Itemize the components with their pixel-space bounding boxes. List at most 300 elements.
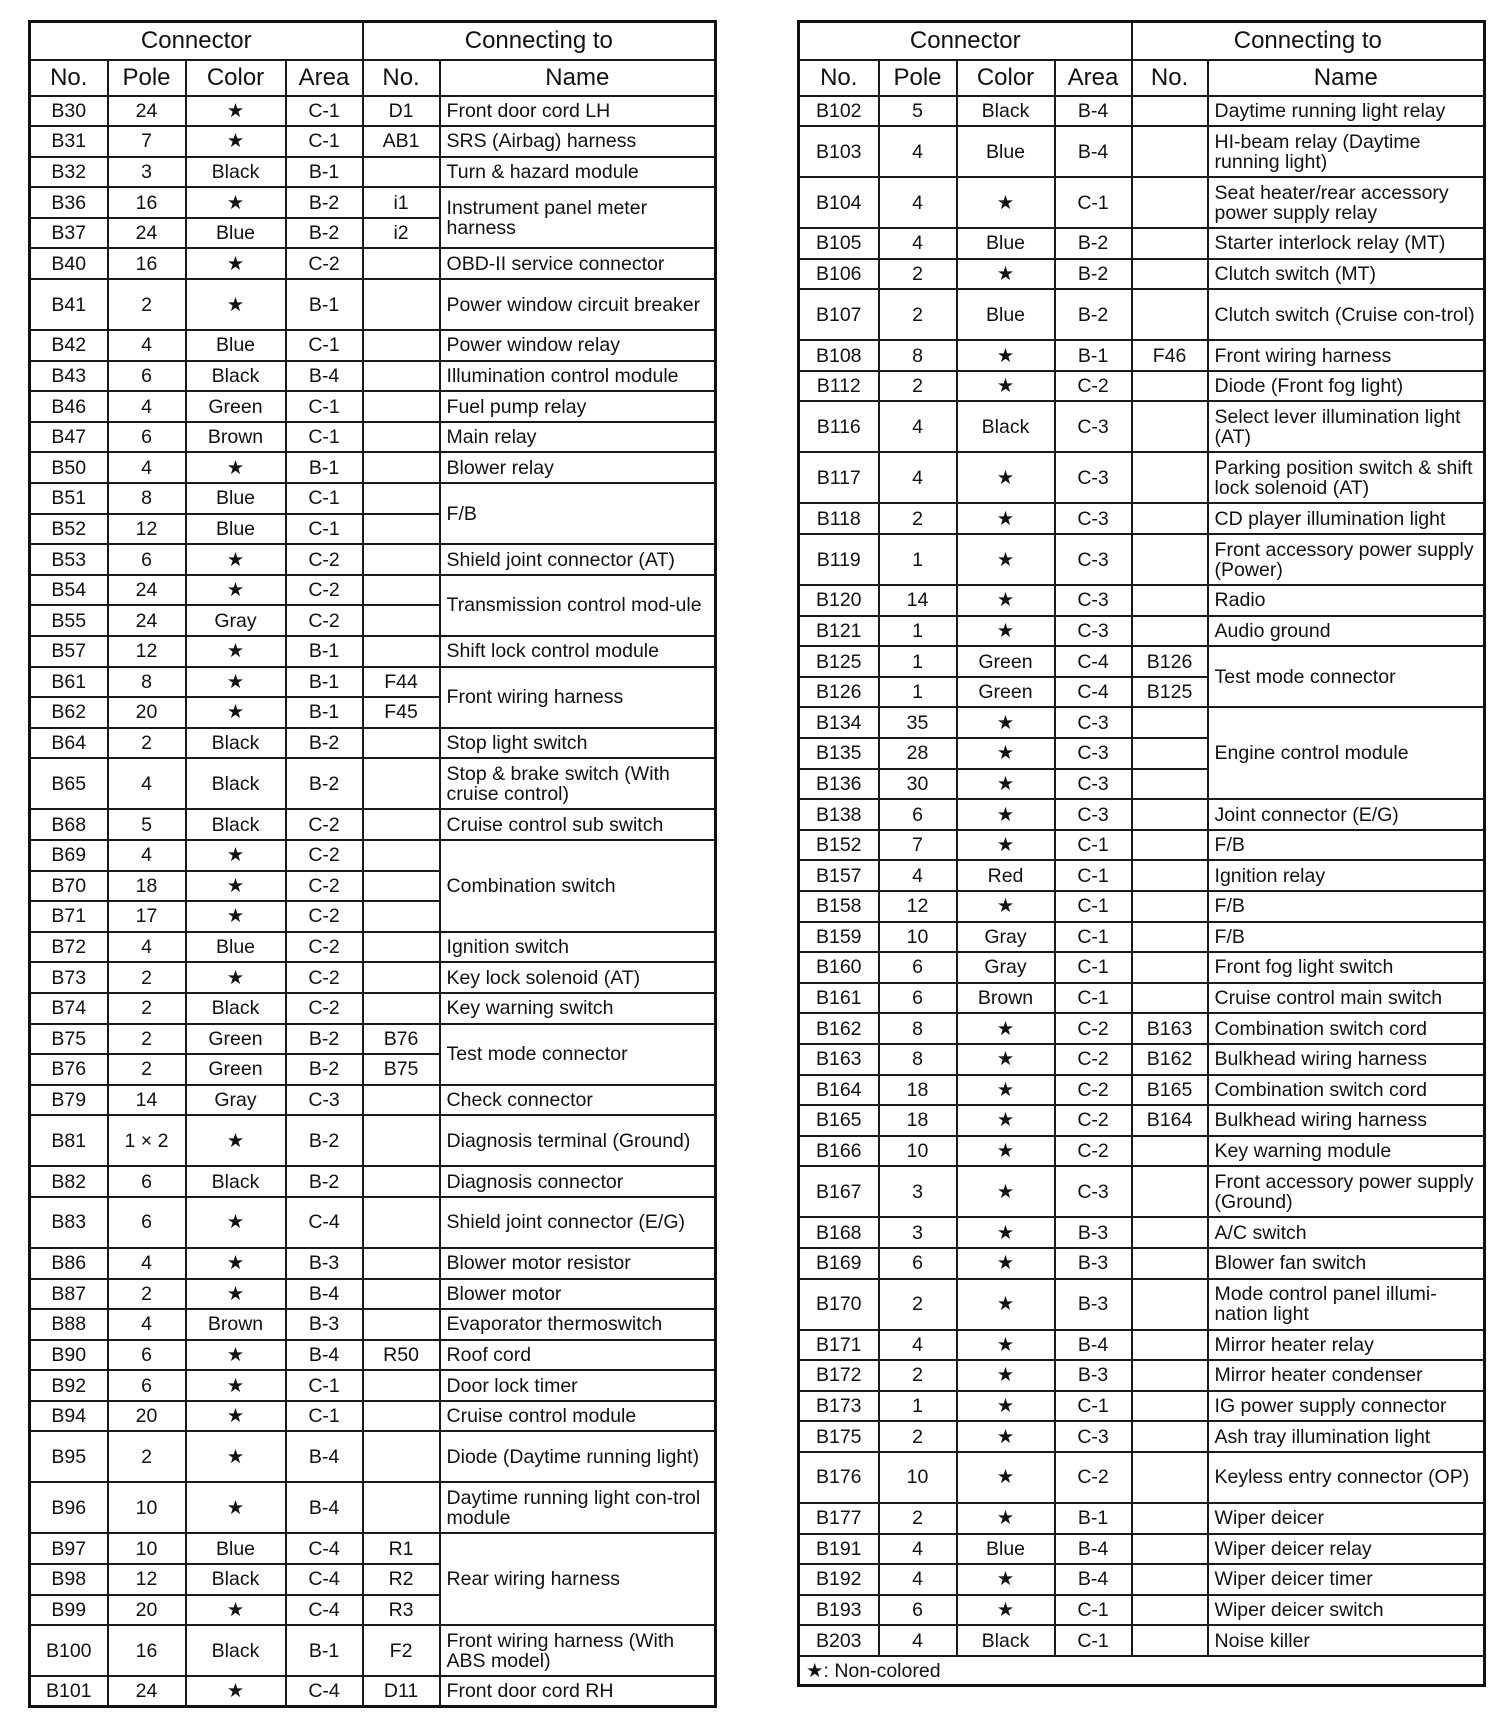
connecting-name-cell: Diagnosis terminal (Ground) <box>440 1115 716 1166</box>
color-cell: Blue <box>957 1534 1055 1565</box>
area-cell: B-3 <box>1055 1360 1132 1391</box>
color-cell: ★ <box>957 1452 1055 1503</box>
pole-cell: 4 <box>879 1534 957 1565</box>
connector-no-cell: B87 <box>30 1279 108 1310</box>
connecting-no-cell <box>1132 616 1208 647</box>
color-cell: ★ <box>186 1595 286 1626</box>
color-cell: ★ <box>186 697 286 728</box>
area-cell: C-1 <box>1055 1625 1132 1656</box>
color-cell: Blue <box>186 218 286 249</box>
pole-cell: 3 <box>879 1166 957 1217</box>
color-cell: ★ <box>957 1360 1055 1391</box>
connecting-no-cell <box>363 1085 440 1116</box>
connector-no-cell: B51 <box>30 483 108 514</box>
pole-cell: 4 <box>879 126 957 177</box>
color-cell: ★ <box>186 279 286 330</box>
pole-cell: 17 <box>108 901 186 932</box>
connecting-no-cell <box>363 1279 440 1310</box>
table-row <box>30 1115 716 1166</box>
color-cell: ★ <box>186 187 286 218</box>
connecting-no-cell <box>363 962 440 993</box>
connector-no-cell: B159 <box>799 922 879 953</box>
table-row <box>30 993 716 1024</box>
connector-no-cell: B94 <box>30 1401 108 1432</box>
pole-cell: 1 <box>879 1391 957 1422</box>
area-cell: C-2 <box>1055 1044 1132 1075</box>
connecting-name-cell: Clutch switch (Cruise con-trol) <box>1208 289 1485 340</box>
pole-cell: 24 <box>108 605 186 636</box>
pole-cell: 6 <box>879 1595 957 1626</box>
connecting-no-cell <box>1132 1248 1208 1279</box>
pole-cell: 7 <box>108 126 186 157</box>
table-row <box>30 1166 716 1197</box>
connecting-no-cell <box>363 279 440 330</box>
connecting-name-cell: Blower fan switch <box>1208 1248 1485 1279</box>
color-cell: Blue <box>186 514 286 545</box>
pole-cell: 1 × 2 <box>108 1115 186 1166</box>
table-row <box>30 187 716 218</box>
table-row <box>30 840 716 871</box>
connector-no-cell: B120 <box>799 585 879 616</box>
table-row <box>799 177 1485 228</box>
connector-no-cell: B36 <box>30 187 108 218</box>
table-row <box>30 728 716 759</box>
connecting-name-cell: Diode (Front fog light) <box>1208 371 1485 402</box>
table-row <box>30 932 716 963</box>
connecting-no-cell <box>1132 371 1208 402</box>
connecting-no-cell: i1 <box>363 187 440 218</box>
table-row <box>30 422 716 453</box>
color-cell: Green <box>186 1024 286 1055</box>
color-cell: ★ <box>186 1482 286 1533</box>
connector-no-cell: B37 <box>30 218 108 249</box>
area-cell: B-2 <box>1055 228 1132 259</box>
table-row <box>799 259 1485 290</box>
area-cell: C-1 <box>286 126 363 157</box>
color-cell: ★ <box>186 1431 286 1482</box>
area-cell: C-3 <box>1055 769 1132 800</box>
area-cell: B-4 <box>1055 1330 1132 1361</box>
pole-cell: 4 <box>108 1248 186 1279</box>
color-cell: ★ <box>957 1248 1055 1279</box>
header-no: No. <box>799 60 879 96</box>
pole-cell: 1 <box>879 646 957 677</box>
connector-no-cell: B166 <box>799 1136 879 1167</box>
connecting-name-cell: SRS (Airbag) harness <box>440 126 716 157</box>
connecting-name-cell: Starter interlock relay (MT) <box>1208 228 1485 259</box>
area-cell: C-1 <box>286 391 363 422</box>
connecting-name-cell: Mirror heater relay <box>1208 1330 1485 1361</box>
pole-cell: 4 <box>108 1309 186 1340</box>
connector-no-cell: B90 <box>30 1340 108 1371</box>
area-cell: B-4 <box>1055 1564 1132 1595</box>
connector-no-cell: B40 <box>30 248 108 279</box>
area-cell: C-2 <box>286 901 363 932</box>
pole-cell: 24 <box>108 1676 186 1707</box>
connector-no-cell: B81 <box>30 1115 108 1166</box>
connector-no-cell: B99 <box>30 1595 108 1626</box>
area-cell: C-1 <box>286 96 363 127</box>
color-cell: ★ <box>186 248 286 279</box>
connecting-no-cell <box>363 1431 440 1482</box>
area-cell: B-2 <box>286 758 363 809</box>
color-cell: ★ <box>957 534 1055 585</box>
connecting-no-cell <box>1132 860 1208 891</box>
area-cell: B-1 <box>286 157 363 188</box>
footnote: ★: Non-colored <box>799 1656 1485 1686</box>
pole-cell: 10 <box>108 1533 186 1564</box>
connecting-name-cell: Key warning module <box>1208 1136 1485 1167</box>
table-row <box>30 126 716 157</box>
table-row <box>799 1421 1485 1452</box>
connecting-no-cell: D11 <box>363 1676 440 1707</box>
color-cell: Black <box>186 157 286 188</box>
color-cell: ★ <box>186 1279 286 1310</box>
connector-no-cell: B76 <box>30 1054 108 1085</box>
connecting-no-cell <box>1132 1452 1208 1503</box>
pole-cell: 2 <box>108 1054 186 1085</box>
header-connector: Connector <box>30 22 363 60</box>
pole-cell: 2 <box>879 289 957 340</box>
connecting-name-cell: Front wiring harness (With ABS model) <box>440 1625 716 1676</box>
connecting-no-cell <box>1132 1503 1208 1534</box>
connecting-name-cell: Daytime running light con-trol module <box>440 1482 716 1533</box>
connecting-no-cell <box>1132 96 1208 127</box>
pole-cell: 1 <box>879 534 957 585</box>
pole-cell: 16 <box>108 187 186 218</box>
area-cell: B-1 <box>1055 340 1132 371</box>
pole-cell: 4 <box>879 177 957 228</box>
color-cell: Black <box>186 1166 286 1197</box>
color-cell: Blue <box>186 483 286 514</box>
color-cell: Brown <box>186 1309 286 1340</box>
pole-cell: 2 <box>108 962 186 993</box>
connector-no-cell: B138 <box>799 799 879 830</box>
connecting-no-cell: B165 <box>1132 1075 1208 1106</box>
connecting-name-cell: Blower relay <box>440 452 716 483</box>
connector-no-cell: B72 <box>30 932 108 963</box>
pole-cell: 4 <box>108 758 186 809</box>
connecting-no-cell <box>363 809 440 840</box>
table-row <box>30 667 716 698</box>
area-cell: B-2 <box>286 1166 363 1197</box>
area-cell: C-1 <box>1055 1595 1132 1626</box>
area-cell: C-3 <box>1055 401 1132 452</box>
connecting-name-cell: Radio <box>1208 585 1485 616</box>
color-cell: ★ <box>957 707 1055 738</box>
connecting-no-cell <box>1132 1136 1208 1167</box>
header-no: No. <box>30 60 108 96</box>
connecting-name-cell: Cruise control module <box>440 1401 716 1432</box>
connecting-name-cell: Bulkhead wiring harness <box>1208 1105 1485 1136</box>
connecting-no-cell <box>363 422 440 453</box>
table-row <box>30 361 716 392</box>
connector-no-cell: B52 <box>30 514 108 545</box>
header-pole: Pole <box>879 60 957 96</box>
connecting-name-cell: Rear wiring harness <box>440 1533 716 1625</box>
area-cell: C-2 <box>1055 1075 1132 1106</box>
pole-cell: 8 <box>108 483 186 514</box>
pole-cell: 2 <box>879 1503 957 1534</box>
color-cell: ★ <box>186 871 286 902</box>
connector-no-cell: B134 <box>799 707 879 738</box>
pole-cell: 3 <box>108 157 186 188</box>
area-cell: C-4 <box>286 1197 363 1248</box>
pole-cell: 18 <box>108 871 186 902</box>
area-cell: C-4 <box>286 1676 363 1707</box>
table-row <box>30 483 716 514</box>
connector-no-cell: B121 <box>799 616 879 647</box>
header-color: Color <box>957 60 1055 96</box>
area-cell: C-2 <box>1055 1013 1132 1044</box>
connecting-no-cell <box>1132 738 1208 769</box>
connector-no-cell: B62 <box>30 697 108 728</box>
pole-cell: 20 <box>108 697 186 728</box>
connecting-no-cell <box>363 1482 440 1533</box>
area-cell: C-4 <box>286 1533 363 1564</box>
connecting-name-cell: Power window circuit breaker <box>440 279 716 330</box>
color-cell: Blue <box>957 289 1055 340</box>
connecting-name-cell: Instrument panel meter harness <box>440 187 716 248</box>
table-row <box>799 952 1485 983</box>
connecting-name-cell: Wiper deicer relay <box>1208 1534 1485 1565</box>
connecting-no-cell <box>363 1248 440 1279</box>
connecting-no-cell <box>363 330 440 361</box>
color-cell: ★ <box>957 1105 1055 1136</box>
connecting-name-cell: Ignition switch <box>440 932 716 963</box>
table-row <box>799 1452 1485 1503</box>
pole-cell: 2 <box>879 371 957 402</box>
connecting-name-cell: Parking position switch & shift lock solenoid (AT) <box>1208 452 1485 503</box>
connecting-no-cell <box>1132 228 1208 259</box>
connecting-no-cell: F45 <box>363 697 440 728</box>
color-cell: Gray <box>957 922 1055 953</box>
pole-cell: 4 <box>879 228 957 259</box>
area-cell: B-2 <box>286 1024 363 1055</box>
pole-cell: 12 <box>108 1564 186 1595</box>
pole-cell: 4 <box>879 401 957 452</box>
connecting-no-cell <box>1132 891 1208 922</box>
connecting-no-cell <box>1132 1360 1208 1391</box>
pole-cell: 6 <box>108 1370 186 1401</box>
area-cell: B-4 <box>286 1279 363 1310</box>
table-row <box>799 1625 1485 1656</box>
connecting-no-cell <box>363 514 440 545</box>
color-cell: ★ <box>186 1401 286 1432</box>
table-row <box>799 1534 1485 1565</box>
area-cell: C-1 <box>1055 177 1132 228</box>
connecting-no-cell: F46 <box>1132 340 1208 371</box>
connector-no-cell: B55 <box>30 605 108 636</box>
table-row <box>30 1340 716 1371</box>
connecting-name-cell: Cruise control sub switch <box>440 809 716 840</box>
color-cell: ★ <box>957 1044 1055 1075</box>
area-cell: C-2 <box>286 809 363 840</box>
connecting-no-cell <box>363 452 440 483</box>
connecting-no-cell <box>1132 1166 1208 1217</box>
area-cell: C-3 <box>1055 707 1132 738</box>
pole-cell: 18 <box>879 1075 957 1106</box>
area-cell: B-4 <box>286 1431 363 1482</box>
connector-no-cell: B46 <box>30 391 108 422</box>
area-cell: C-2 <box>286 932 363 963</box>
connector-no-cell: B171 <box>799 1330 879 1361</box>
connector-no-cell: B105 <box>799 228 879 259</box>
connecting-no-cell: R3 <box>363 1595 440 1626</box>
connecting-no-cell <box>1132 534 1208 585</box>
color-cell: ★ <box>186 667 286 698</box>
connector-no-cell: B92 <box>30 1370 108 1401</box>
color-cell: Black <box>957 96 1055 127</box>
connecting-name-cell: Front door cord RH <box>440 1676 716 1707</box>
connecting-no-cell <box>363 901 440 932</box>
connecting-no-cell <box>363 391 440 422</box>
table-row <box>30 1625 716 1676</box>
connecting-name-cell: Front accessory power supply (Ground) <box>1208 1166 1485 1217</box>
connecting-no-cell <box>1132 177 1208 228</box>
pole-cell: 2 <box>108 1279 186 1310</box>
connecting-no-cell <box>363 361 440 392</box>
connecting-name-cell: Daytime running light relay <box>1208 96 1485 127</box>
connecting-no-cell: R50 <box>363 1340 440 1371</box>
connector-no-cell: B112 <box>799 371 879 402</box>
pole-cell: 3 <box>879 1217 957 1248</box>
connector-no-cell: B41 <box>30 279 108 330</box>
connector-table-left <box>28 20 717 1708</box>
connecting-no-cell <box>363 636 440 667</box>
connecting-no-cell: i2 <box>363 218 440 249</box>
color-cell: ★ <box>957 616 1055 647</box>
connector-no-cell: B165 <box>799 1105 879 1136</box>
connector-no-cell: B69 <box>30 840 108 871</box>
area-cell: B-1 <box>286 279 363 330</box>
table-row <box>799 585 1485 616</box>
pole-cell: 10 <box>879 1136 957 1167</box>
color-cell: Gray <box>186 1085 286 1116</box>
connecting-name-cell: Front wiring harness <box>1208 340 1485 371</box>
table-row <box>799 126 1485 177</box>
color-cell: ★ <box>957 1013 1055 1044</box>
connector-no-cell: B50 <box>30 452 108 483</box>
pole-cell: 20 <box>108 1401 186 1432</box>
connecting-no-cell <box>1132 259 1208 290</box>
pole-cell: 6 <box>108 1197 186 1248</box>
color-cell: Blue <box>957 126 1055 177</box>
color-cell: ★ <box>957 177 1055 228</box>
table-row <box>30 575 716 606</box>
table-row <box>799 289 1485 340</box>
area-cell: C-2 <box>1055 1452 1132 1503</box>
table-row <box>799 799 1485 830</box>
connecting-no-cell <box>363 728 440 759</box>
color-cell: ★ <box>957 1166 1055 1217</box>
pole-cell: 12 <box>879 891 957 922</box>
area-cell: C-3 <box>1055 503 1132 534</box>
color-cell: Gray <box>957 952 1055 983</box>
area-cell: C-2 <box>1055 1105 1132 1136</box>
connector-no-cell: B160 <box>799 952 879 983</box>
connector-no-cell: B161 <box>799 983 879 1014</box>
pole-cell: 1 <box>879 677 957 708</box>
header-area: Area <box>1055 60 1132 96</box>
connecting-no-cell <box>1132 585 1208 616</box>
connecting-name-cell: OBD-II service connector <box>440 248 716 279</box>
connecting-name-cell: F/B <box>1208 891 1485 922</box>
table-row <box>30 962 716 993</box>
connecting-name-cell: Stop & brake switch (With cruise control) <box>440 758 716 809</box>
table-row <box>30 758 716 809</box>
color-cell: ★ <box>957 830 1055 861</box>
pole-cell: 5 <box>108 809 186 840</box>
area-cell: C-4 <box>286 1595 363 1626</box>
connector-no-cell: B47 <box>30 422 108 453</box>
color-cell: ★ <box>957 1330 1055 1361</box>
connecting-no-cell <box>363 758 440 809</box>
connecting-no-cell <box>1132 1217 1208 1248</box>
connecting-name-cell: Power window relay <box>440 330 716 361</box>
connecting-name-cell: Turn & hazard module <box>440 157 716 188</box>
table-row <box>30 1533 716 1564</box>
connector-no-cell: B74 <box>30 993 108 1024</box>
pole-cell: 24 <box>108 575 186 606</box>
connector-no-cell: B177 <box>799 1503 879 1534</box>
connecting-name-cell: Shield joint connector (E/G) <box>440 1197 716 1248</box>
connecting-no-cell: B125 <box>1132 677 1208 708</box>
connecting-no-cell <box>363 248 440 279</box>
color-cell: Black <box>186 1625 286 1676</box>
pole-cell: 12 <box>108 514 186 545</box>
area-cell: C-3 <box>1055 534 1132 585</box>
pole-cell: 6 <box>108 422 186 453</box>
color-cell: ★ <box>957 452 1055 503</box>
pole-cell: 8 <box>879 1044 957 1075</box>
connecting-no-cell <box>1132 1391 1208 1422</box>
table-row <box>799 891 1485 922</box>
table-row <box>799 1595 1485 1626</box>
table-row <box>799 401 1485 452</box>
area-cell: C-3 <box>286 1085 363 1116</box>
connecting-no-cell <box>1132 830 1208 861</box>
area-cell: C-3 <box>1055 452 1132 503</box>
connecting-name-cell: Mirror heater condenser <box>1208 1360 1485 1391</box>
color-cell: Green <box>186 391 286 422</box>
area-cell: B-4 <box>286 1482 363 1533</box>
connector-no-cell: B175 <box>799 1421 879 1452</box>
connector-no-cell: B119 <box>799 534 879 585</box>
table-row <box>799 1564 1485 1595</box>
color-cell: ★ <box>186 544 286 575</box>
connector-no-cell: B162 <box>799 1013 879 1044</box>
connector-no-cell: B191 <box>799 1534 879 1565</box>
connecting-no-cell <box>1132 1421 1208 1452</box>
color-cell: ★ <box>186 901 286 932</box>
connecting-no-cell <box>363 1115 440 1166</box>
connector-no-cell: B157 <box>799 860 879 891</box>
color-cell: ★ <box>957 1503 1055 1534</box>
color-cell: ★ <box>957 1136 1055 1167</box>
pole-cell: 2 <box>108 1431 186 1482</box>
connector-no-cell: B86 <box>30 1248 108 1279</box>
pole-cell: 2 <box>108 993 186 1024</box>
connector-no-cell: B168 <box>799 1217 879 1248</box>
connecting-name-cell: Combination switch <box>440 840 716 932</box>
area-cell: C-1 <box>286 1370 363 1401</box>
color-cell: ★ <box>957 1217 1055 1248</box>
pole-cell: 8 <box>879 340 957 371</box>
connecting-no-cell <box>1132 452 1208 503</box>
pole-cell: 4 <box>879 860 957 891</box>
connector-no-cell: B173 <box>799 1391 879 1422</box>
